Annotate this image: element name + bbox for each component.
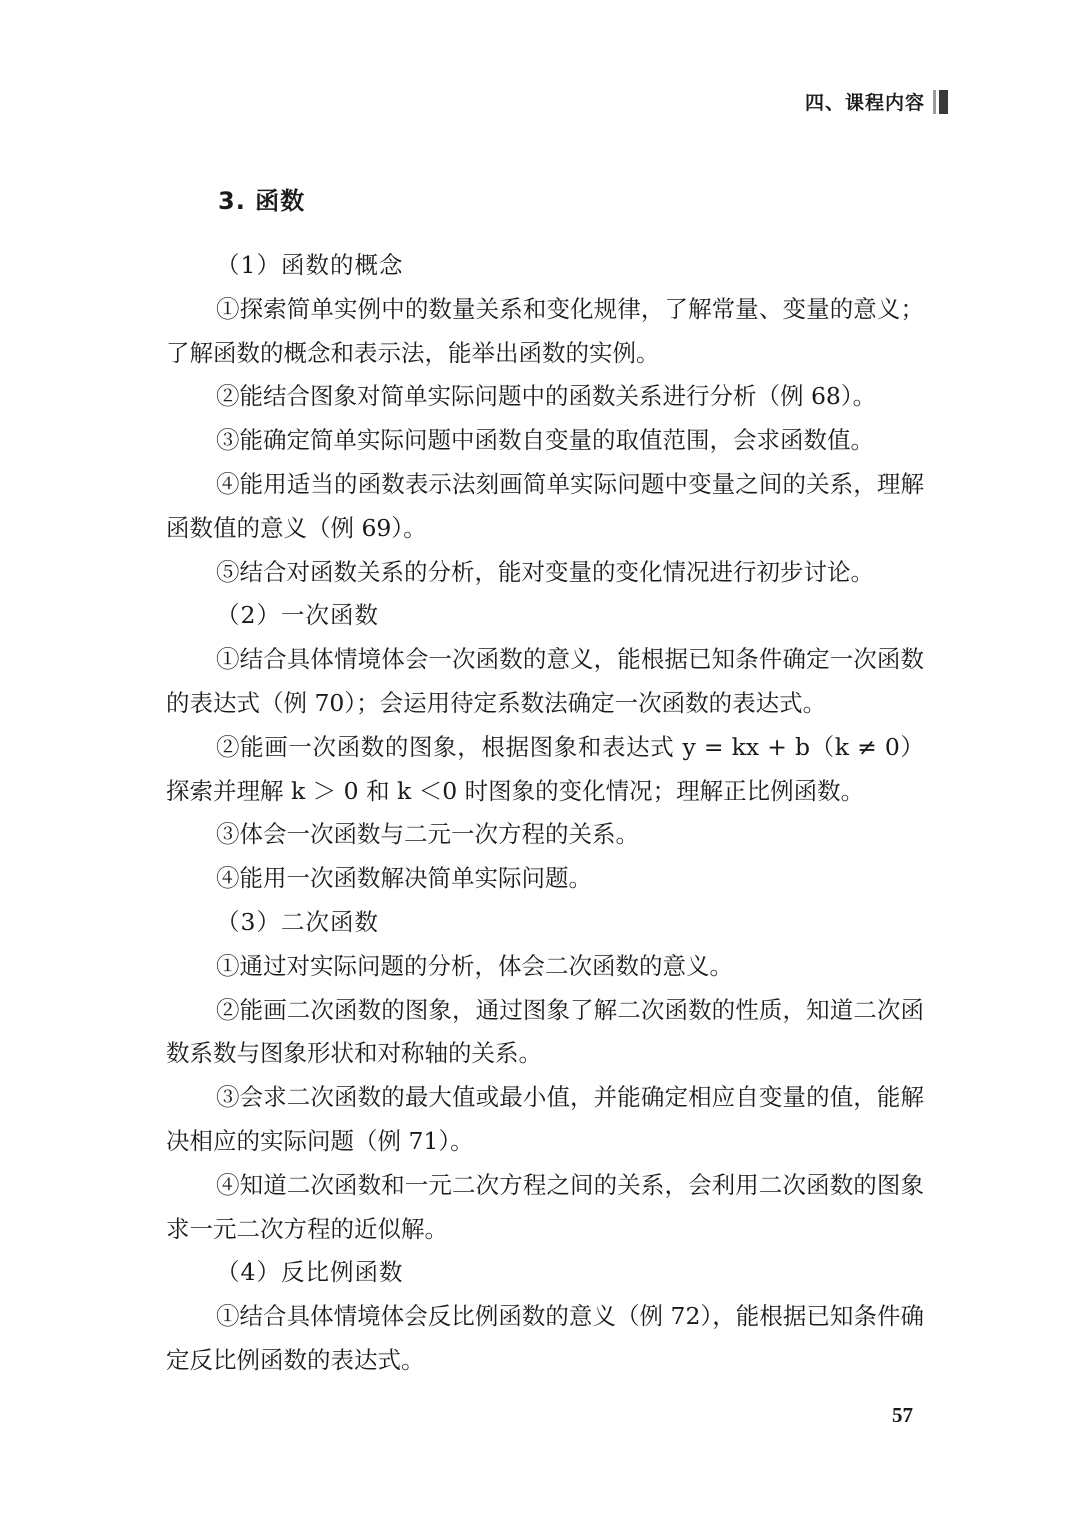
list-item: ①结合具体情境体会一次函数的意义，能根据已知条件确定一次函数的表达式（例 70）；会运用待定系数法确定一次函数的表达式。 (166, 645, 924, 717)
list-item: ②能画二次函数的图象，通过图象了解二次函数的性质，知道二次函数系数与图象形状和对称轴的关系。 (166, 995, 924, 1068)
subsection-heading-function-concept: （1）函数的概念 (216, 251, 404, 279)
section-title: 3. 函数 (218, 187, 306, 215)
body-text (166, 244, 924, 1383)
list-item: ①结合具体情境体会反比例函数的意义（例 72），能根据已知条件确定反比例函数的表达式。 (166, 1302, 924, 1374)
list-item: ④知道二次函数和一元二次方程之间的关系，会利用二次函数的图象求一元二次方程的近似解。 (166, 1170, 924, 1243)
list-item: ③能确定简单实际问题中函数自变量的取值范围，会求函数值。 (216, 426, 874, 455)
list-item: ②能画一次函数的图象，根据图象和表达式 y = kx + b（k ≠ 0）探索并理解 k ＞ 0 和 k ＜0 时图象的变化情况；理解正比例函数。 (166, 732, 924, 805)
subsection-heading-inverse-proportion: （4）反比例函数 (216, 1258, 404, 1287)
subsection-heading-linear-function: （2）一次函数 (216, 601, 379, 630)
list-item: ④能用适当的函数表示法刻画简单实际问题中变量之间的关系，理解函数值的意义（例 69）。 (166, 469, 924, 542)
list-item: ③体会一次函数与二元一次方程的关系。 (216, 820, 639, 849)
header-bar-thick (939, 90, 948, 114)
running-header-title: 四、课程内容 (804, 92, 925, 114)
header-bar-ornament (933, 90, 948, 114)
list-item: ③会求二次函数的最大值或最小值，并能确定相应自变量的值，能解决相应的实际问题（例 71）。 (166, 1083, 924, 1155)
list-item: ④能用一次函数解决简单实际问题。 (216, 864, 592, 893)
list-item: ②能结合图象对简单实际问题中的函数关系进行分析（例 68）。 (216, 382, 877, 411)
list-item: ①探索简单实例中的数量关系和变化规律，了解常量、变量的意义；了解函数的概念和表示法，能举出函数的实例。 (166, 294, 924, 367)
list-item: ⑤结合对函数关系的分析，能对变量的变化情况进行初步讨论。 (216, 557, 874, 586)
header-bar-thin (933, 90, 936, 114)
page-number: 57 (892, 1403, 913, 1427)
subsection-heading-quadratic-function: （3）二次函数 (216, 907, 379, 936)
running-header (805, 88, 948, 115)
list-item: ①通过对实际问题的分析，体会二次函数的意义。 (216, 951, 733, 980)
